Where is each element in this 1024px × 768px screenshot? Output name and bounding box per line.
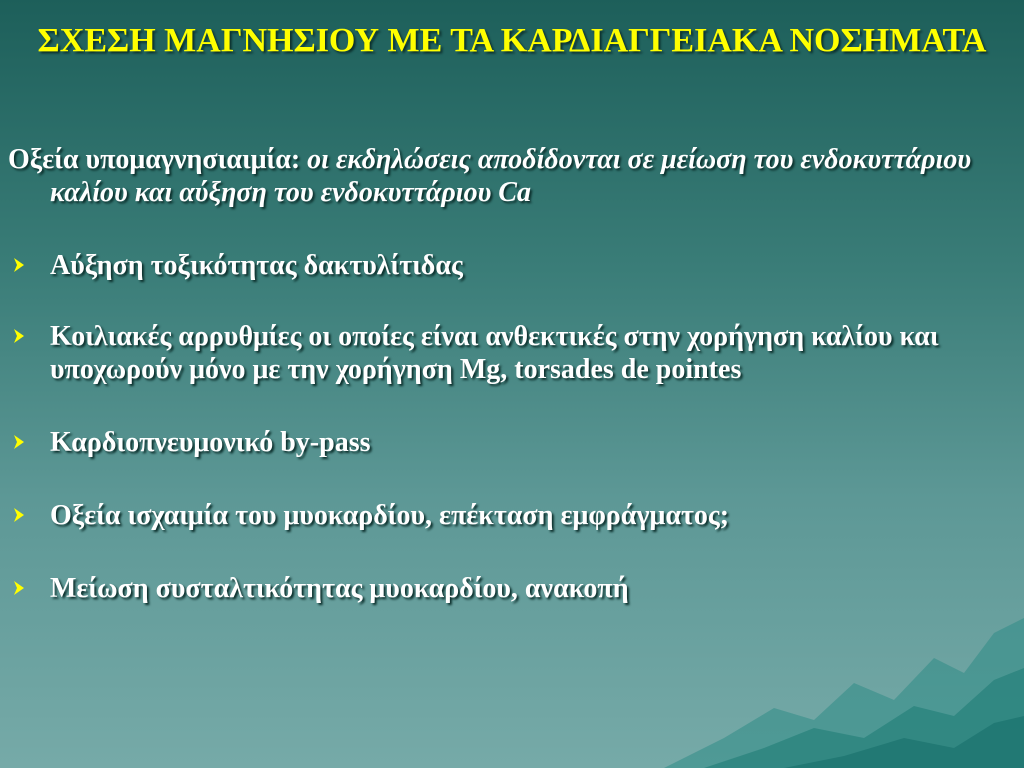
- bullet-text: Κοιλιακές αρρυθμίες οι οποίες είναι ανθεκτικές στην χορήγηση καλίου και υποχωρούν μόνο με την χορήγηση Mg, torsades de pointes: [50, 321, 939, 385]
- bullet-item: [8, 426, 998, 459]
- bullet-text: Μείωση συσταλτικότητας μυοκαρδίου, ανακοπή: [50, 573, 629, 604]
- arrow-bullet-icon: [12, 507, 26, 523]
- bullet-item: [8, 572, 998, 605]
- intro-paragraph: [8, 143, 998, 209]
- bullet-item: [8, 320, 998, 386]
- arrow-bullet-icon: [12, 434, 26, 450]
- arrow-bullet-icon: [12, 328, 26, 344]
- bullet-item: [8, 499, 998, 532]
- bullet-list: [8, 249, 998, 605]
- bullet-item: [8, 249, 998, 282]
- intro-lead: Οξεία υπομαγνησιαιμία:: [8, 144, 301, 175]
- arrow-bullet-icon: [12, 257, 26, 273]
- bullet-text: Οξεία ισχαιμία του μυοκαρδίου, επέκταση εμφράγματος;: [50, 500, 730, 531]
- arrow-bullet-icon: [12, 580, 26, 596]
- slide-title: ΣΧΕΣΗ ΜΑΓΝΗΣΙΟΥ ΜΕ ΤΑ ΚΑΡΔΙΑΓΓΕΙΑΚΑ ΝΟΣΗΜΑΤΑ: [37, 22, 987, 59]
- intro-rest: οι εκδηλώσεις αποδίδονται σε μείωση του ενδοκυττάριου καλίου και αύξηση του ενδοκυττάριου Ca: [50, 144, 972, 208]
- bullet-text: Αύξηση τοξικότητας δακτυλίτιδας: [50, 250, 463, 281]
- slide-body: [8, 143, 998, 605]
- bullet-text: Καρδιοπνευμονικό by-pass: [50, 427, 371, 458]
- mountain-decoration: [664, 588, 1024, 768]
